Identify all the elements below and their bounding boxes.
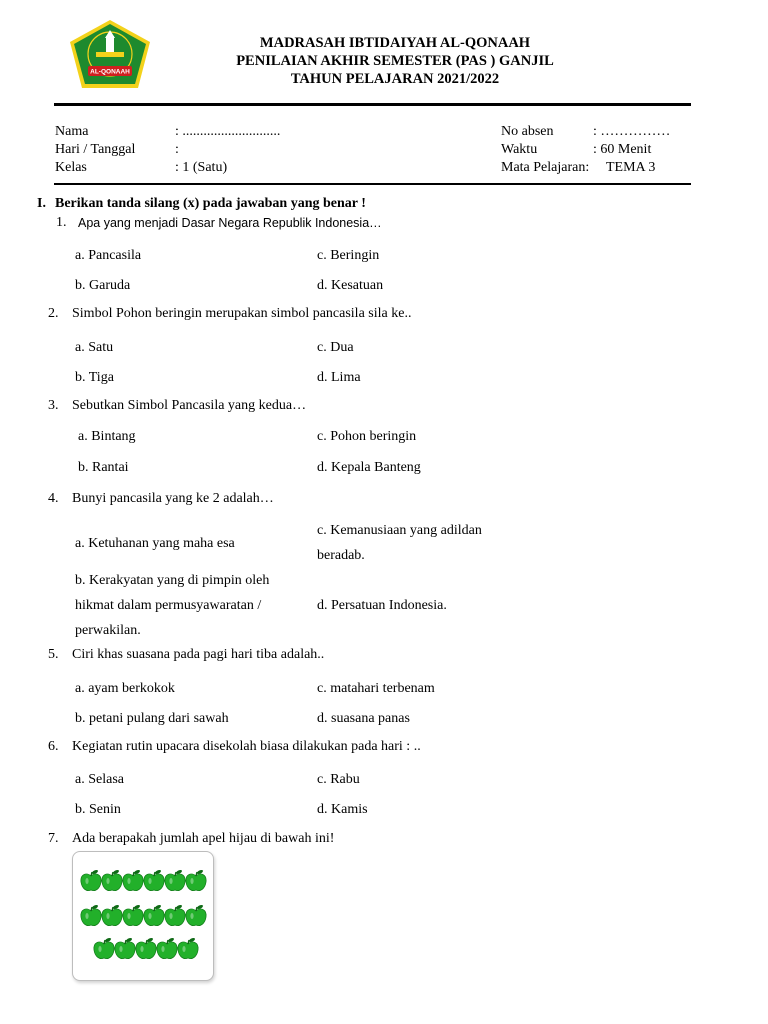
question-text: Ciri khas suasana pada pagi hari tiba adalah..	[72, 647, 325, 662]
option-d[interactable]: d. Kesatuan	[317, 278, 384, 293]
green-apple-icon	[144, 869, 164, 890]
option-c[interactable]: c. Rabu	[317, 772, 360, 787]
option-d[interactable]: d. Persatuan Indonesia.	[317, 598, 447, 613]
option-a[interactable]: a. Pancasila	[75, 248, 142, 263]
green-apple-icon	[157, 937, 177, 958]
green-apple-icon	[115, 937, 135, 958]
option-b[interactable]: b. Senin	[75, 802, 121, 817]
apple-group	[73, 852, 213, 980]
mapel-value: TEMA 3	[606, 160, 656, 175]
absen-value: : ……………	[593, 124, 671, 139]
option-d[interactable]: d. Lima	[317, 370, 361, 385]
option-d[interactable]: d. Kamis	[317, 802, 368, 817]
green-apple-icon	[186, 904, 206, 925]
exam-title: PENILAIAN AKHIR SEMESTER (PAS ) GANJIL	[236, 53, 554, 69]
school-name: MADRASAH IBTIDAIYAH AL-QONAAH	[259, 35, 531, 51]
question-text: Kegiatan rutin upacara disekolah biasa dilakukan pada hari : ..	[72, 739, 421, 754]
question-number: 6.	[48, 739, 59, 754]
question-number: 5.	[48, 647, 59, 662]
green-apple-icon	[144, 904, 164, 925]
mapel-label: Mata Pelajaran:	[501, 160, 590, 175]
waktu-value: : 60 Menit	[593, 142, 652, 157]
green-apple-icon	[165, 869, 185, 890]
question-number: 7.	[48, 831, 59, 846]
hari-label: Hari / Tanggal	[55, 142, 136, 157]
question-number: 1.	[56, 215, 67, 230]
option-b[interactable]: b. Tiga	[75, 370, 114, 385]
option-c[interactable]: c. Pohon beringin	[317, 429, 417, 444]
question-text: Sebutkan Simbol Pancasila yang kedua…	[72, 398, 307, 413]
green-apple-icon	[123, 869, 143, 890]
question-text: Apa yang menjadi Dasar Negara Republik Indonesia…	[78, 216, 382, 230]
section-number: I.	[37, 196, 46, 211]
logo-banner-text: AL-QONAAH	[90, 68, 130, 76]
section-title: Berikan tanda silang (x) pada jawaban yang benar !	[55, 196, 366, 211]
question-text: Simbol Pohon beringin merupakan simbol pancasila sila ke..	[72, 306, 412, 321]
option-c[interactable]: c. Dua	[317, 340, 354, 355]
option-a[interactable]: a. Selasa	[75, 772, 124, 787]
green-apple-icon	[102, 869, 122, 890]
question-number: 2.	[48, 306, 59, 321]
option-a[interactable]: a. Ketuhanan yang maha esa	[75, 536, 235, 551]
green-apple-icon	[81, 869, 101, 890]
option-d[interactable]: d. suasana panas	[317, 711, 410, 726]
option-c-line2[interactable]: beradab.	[317, 548, 365, 563]
question-text: Bunyi pancasila yang ke 2 adalah…	[72, 491, 274, 506]
green-apple-icon	[186, 869, 206, 890]
green-apple-icon	[136, 937, 156, 958]
apple-picture-box	[72, 851, 214, 981]
hari-value: :	[175, 142, 179, 157]
question-number: 4.	[48, 491, 59, 506]
option-d[interactable]: d. Kepala Banteng	[317, 460, 421, 475]
info-divider	[54, 183, 691, 185]
option-a[interactable]: a. Bintang	[78, 429, 136, 444]
academic-year: TAHUN PELAJARAN 2021/2022	[290, 71, 500, 87]
option-b[interactable]: b. Garuda	[75, 278, 131, 293]
green-apple-icon	[178, 937, 198, 958]
nama-label: Nama	[55, 124, 89, 139]
option-c[interactable]: c. matahari terbenam	[317, 681, 435, 696]
green-apple-icon	[81, 904, 101, 925]
option-c[interactable]: c. Beringin	[317, 248, 380, 263]
option-b-line3[interactable]: perwakilan.	[75, 623, 141, 638]
option-a[interactable]: a. ayam berkokok	[75, 681, 175, 696]
waktu-label: Waktu	[501, 142, 538, 157]
option-b-line1[interactable]: b. Kerakyatan yang di pimpin oleh	[75, 573, 270, 588]
absen-label: No absen	[501, 124, 554, 139]
option-b[interactable]: b. Rantai	[78, 460, 129, 475]
option-a[interactable]: a. Satu	[75, 340, 114, 355]
option-c-line1[interactable]: c. Kemanusiaan yang adildan	[317, 523, 482, 538]
nama-value: : ............................	[175, 124, 281, 139]
question-text: Ada berapakah jumlah apel hijau di bawah ini!	[72, 831, 335, 846]
kelas-value: : 1 (Satu)	[175, 160, 228, 175]
green-apple-icon	[102, 904, 122, 925]
option-b-line2[interactable]: hikmat dalam permusyawaratan /	[75, 598, 262, 613]
question-number: 3.	[48, 398, 59, 413]
option-b[interactable]: b. petani pulang dari sawah	[75, 711, 229, 726]
green-apple-icon	[94, 937, 114, 958]
header-divider	[54, 103, 691, 106]
kelas-label: Kelas	[55, 160, 87, 175]
green-apple-icon	[123, 904, 143, 925]
green-apple-icon	[165, 904, 185, 925]
